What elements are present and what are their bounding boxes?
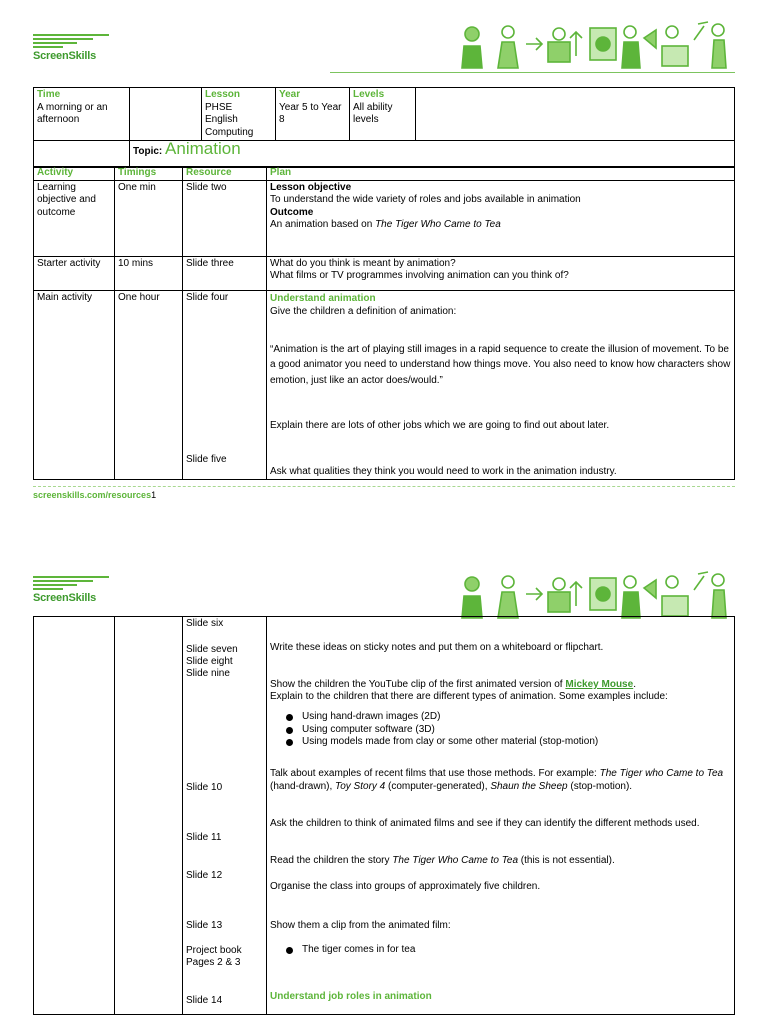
outcome-text: An animation based on The Tiger Who Came to Tea	[270, 219, 501, 230]
empty-cell	[130, 88, 202, 141]
resource-cell: Slide two	[183, 180, 267, 256]
animation-types-list	[286, 711, 598, 749]
resource-text: Slide 12	[186, 870, 223, 881]
empty-cell	[34, 141, 130, 168]
column-header-resource: Resource	[183, 167, 267, 181]
timing-cell: One hour	[115, 290, 183, 480]
activity-cell: Main activity	[34, 290, 115, 480]
plan-cell	[267, 617, 735, 1015]
resource-text: Project book	[186, 945, 242, 956]
plan-text: What do you think is meant by animation?	[270, 257, 456, 269]
plan-cell	[267, 180, 735, 256]
activity-cell: Learning objective and outcome	[34, 180, 115, 256]
plan-text: Explain there are lots of other jobs which we are going to find out about later.	[270, 420, 610, 431]
lesson-subject: Computing	[205, 126, 254, 138]
objective-text: To understand the wide variety of roles and jobs available in animation	[270, 194, 581, 205]
plan-cell	[267, 290, 735, 480]
plan-text: Read the children the story The Tiger Who Came to Tea (this is not essential).	[270, 855, 615, 866]
lesson-cell	[202, 88, 276, 141]
topic-cell	[130, 141, 735, 168]
year-value: Year 5 to Year 8	[279, 101, 342, 125]
table-row	[34, 617, 735, 1015]
timing-cell: One min	[115, 180, 183, 256]
table-row	[34, 256, 735, 290]
list-item: Using models made from clay or some other material (stop-motion)	[286, 736, 598, 749]
screenskills-logo	[33, 34, 109, 62]
plan-cell	[267, 256, 735, 290]
lesson-subject: English	[205, 114, 238, 125]
column-header-timings: Timings	[115, 167, 183, 181]
lesson-plan-table-continued	[33, 616, 735, 1015]
resource-text: Slide nine	[186, 668, 230, 679]
page-header	[0, 566, 768, 622]
resource-text: Slide seven	[186, 644, 238, 655]
table-row	[34, 290, 735, 480]
lesson-label: Lesson	[205, 89, 241, 100]
topic-value: Animation	[165, 139, 241, 158]
timing-cell: 10 mins	[115, 256, 183, 290]
resource-text: Slide 14	[186, 995, 223, 1006]
logo-wordmark: ScreenSkills	[33, 50, 97, 62]
mickey-mouse-link[interactable]: Mickey Mouse	[565, 679, 634, 690]
column-header-plan: Plan	[267, 167, 735, 181]
footer-rule	[33, 486, 735, 487]
plan-text: Show the children the YouTube clip of the first animated version of Mickey Mouse.	[270, 679, 636, 690]
empty-cell	[416, 88, 735, 141]
plan-text: What films or TV programmes involving animation can you think of?	[270, 270, 569, 281]
list-item: The tiger comes in for tea	[286, 944, 415, 957]
resource-text: Pages 2 & 3	[186, 957, 241, 968]
outcome-heading: Outcome	[270, 206, 314, 218]
resource-text: Slide 10	[186, 782, 223, 793]
resource-text: Slide 13	[186, 920, 223, 931]
clip-list	[286, 944, 415, 957]
footer-link[interactable]: screenskills.com/resources	[33, 490, 152, 500]
lesson-info-table	[33, 87, 735, 168]
plan-text: Write these ideas on sticky notes and put them on a whiteboard or flipchart.	[270, 642, 604, 653]
lesson-plan-table	[33, 166, 735, 480]
year-cell	[276, 88, 350, 141]
header-illustration	[450, 568, 735, 622]
plan-text: Organise the class into groups of approximately five children.	[270, 881, 541, 892]
list-item: Using computer software (3D)	[286, 724, 598, 737]
screenskills-logo	[33, 576, 109, 604]
header-illustration	[450, 18, 735, 72]
activity-cell	[34, 617, 115, 1015]
timing-cell	[115, 617, 183, 1015]
plan-text: Talk about examples of recent films that use those methods. For example: The Tiger who Came to Tea (hand-drawn), Toy Story 4 (computer-generated), Shaun the Sheep (stop-motion).	[270, 768, 724, 792]
resource-cell	[183, 617, 267, 1015]
time-label: Time	[37, 89, 61, 100]
column-header-activity: Activity	[34, 167, 115, 181]
topic-label: Topic:	[133, 146, 163, 157]
page-footer	[33, 490, 156, 500]
plan-text: Show them a clip from the animated film:	[270, 920, 451, 931]
logo-wordmark: ScreenSkills	[33, 592, 97, 604]
plan-heading: Understand animation	[270, 292, 376, 304]
resource-text: Slide six	[186, 618, 224, 629]
levels-cell	[350, 88, 416, 141]
time-cell	[34, 88, 130, 141]
plan-text: Ask the children to think of animated films and see if they can identify the different methods used.	[270, 818, 700, 829]
resource-text: Slide 11	[186, 832, 222, 843]
levels-label: Levels	[353, 89, 385, 100]
resource-text: Slide eight	[186, 656, 233, 667]
definition-quote: “Animation is the art of playing still images in a rapid sequence to create the illusion of movement. To be a good animator you need to understand how things move. You also need to know how characters show emotion, just like an actor does/would.”	[270, 343, 731, 386]
objective-heading: Lesson objective	[270, 181, 352, 193]
plan-text: Explain to the children that there are different types of animation. Some examples include:	[270, 691, 668, 702]
header-rule	[330, 72, 735, 73]
plan-text: Ask what qualities they think you would need to work in the animation industry.	[270, 466, 617, 477]
table-row	[34, 180, 735, 256]
list-item: Using hand-drawn images (2D)	[286, 711, 598, 724]
resource-cell	[183, 290, 267, 480]
plan-text: Give the children a definition of animation:	[270, 305, 457, 317]
resource-cell: Slide three	[183, 256, 267, 290]
page-number: 1	[151, 490, 157, 500]
resource-text: Slide five	[186, 453, 227, 465]
activity-cell: Starter activity	[34, 256, 115, 290]
resource-text: Slide four	[186, 291, 229, 303]
levels-value: All ability levels	[353, 101, 393, 125]
lesson-subject: PHSE	[205, 101, 233, 113]
time-value: A morning or an afternoon	[37, 101, 108, 125]
plan-heading: Understand job roles in animation	[270, 991, 432, 1002]
page-header	[0, 0, 768, 74]
year-label: Year	[279, 89, 301, 100]
